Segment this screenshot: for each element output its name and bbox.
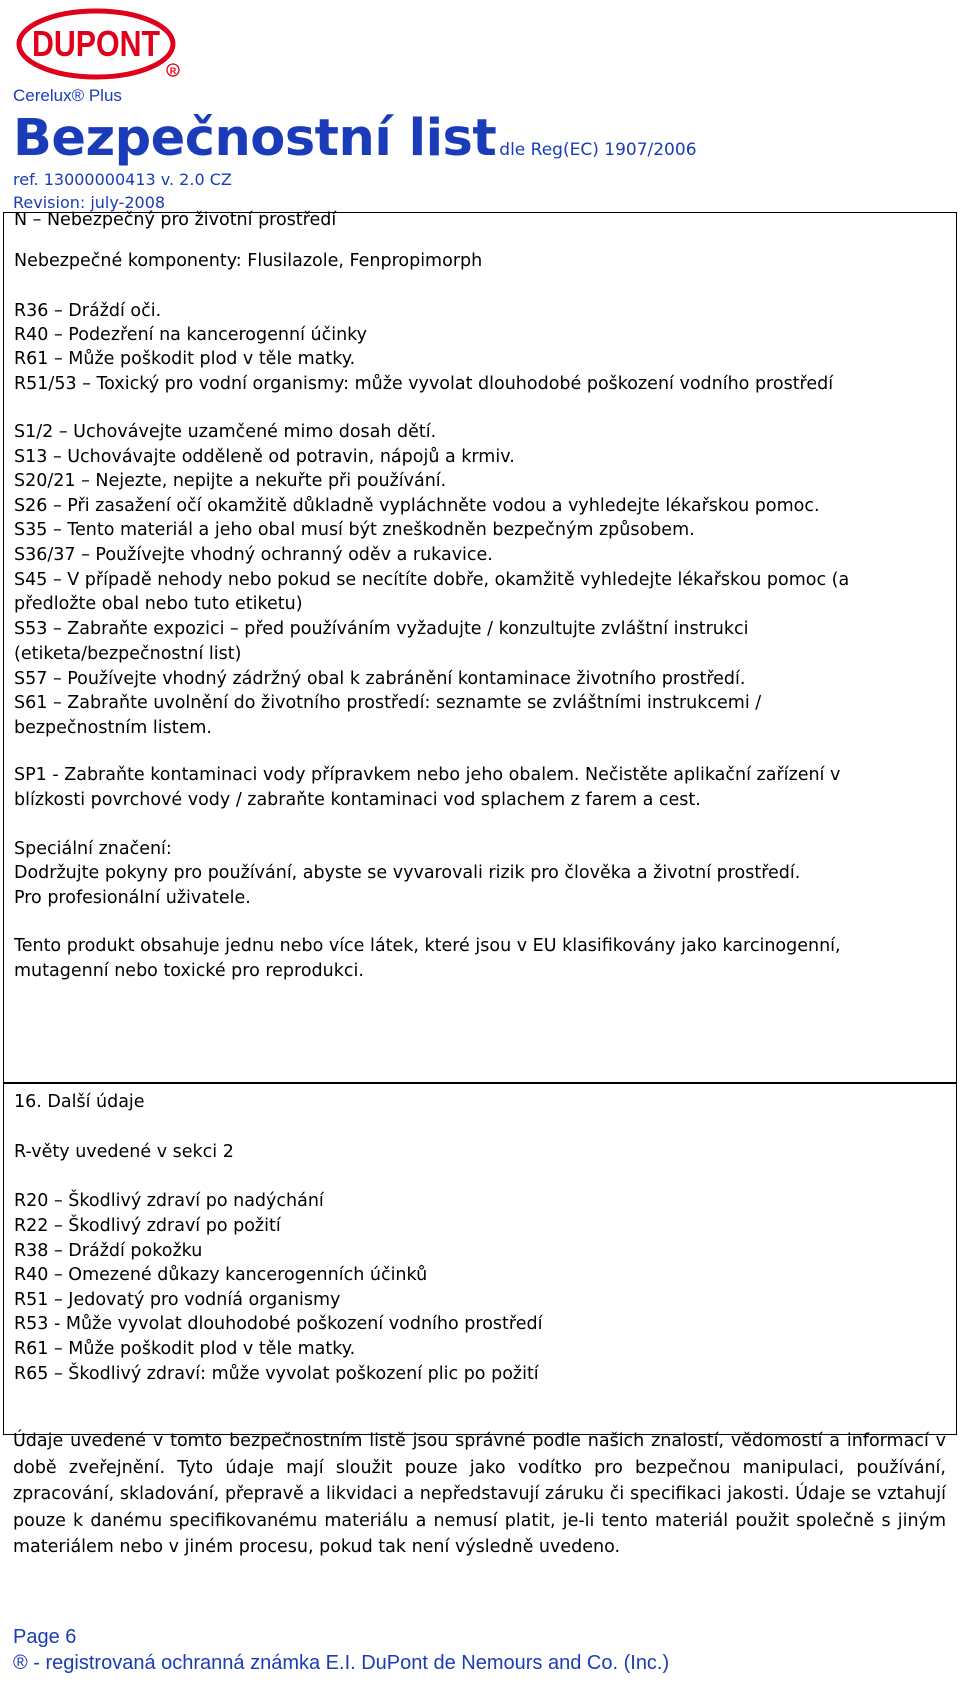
s-phrase: S45 – V případě nehody nebo pokud se necítíte dobře, okamžitě vyhledejte lékařskou pomoc (a [14,570,850,590]
dupont-logo-text: DUPONT [32,23,161,64]
section-15-box [3,212,957,1084]
r-phrase: R61 – Může poškodit plod v těle matky. [14,349,356,369]
disclaimer-paragraph: Údaje uvedené v tomto bezpečnostním listě jsou správné podle našich znalostí, vědomostí a informací v době zveřejnění. Tyto údaje mají sloužit pouze jako vodítko pro bezpečnou manipulaci, používání, zpracování, skladování, přepravě a likvidaci a nepředstavují záruku či specifikaci jakosti. Údaje se vztahují pouze k danému specifikovanému materiálu a nemusí platit, je-li tento materiál použit společně s jiným materiálem nebo v jiném procesu, pokud tak není výsledně uvedeno. [13,1431,946,1557]
document-title-regulation: dle Reg(EC) 1907/2006 [499,140,697,160]
trademark-notice: ® - registrovaná ochranná známka E.I. DuPont de Nemours and Co. (Inc.) [13,1652,670,1674]
r-phrase: R20 – Škodlivý zdraví po nadýchání [14,1191,324,1211]
hazardous-components: Nebezpečné komponenty: Flusilazole, Fenpropimorph [14,251,483,271]
document-reference: ref. 13000000413 v. 2.0 CZ [13,170,232,189]
section-16-box [3,1082,957,1435]
special-labelling-text: Pro profesionální uživatele. [14,888,251,908]
page-number: Page 6 [13,1626,77,1648]
r-phrase: R40 – Omezené důkazy kancerogenních účinků [14,1265,428,1285]
s-phrase-continued: (etiketa/bezpečnostní list) [14,644,242,664]
sp-phrase: SP1 - Zabraňte kontaminaci vody přípravkem nebo jeho obalem. Nečistěte aplikační zařízení v [14,765,841,785]
special-labelling-text: Dodržujte pokyny pro používání, abyste se vyvarovali rizik pro člověka a životní prostředí. [14,863,801,883]
s-phrase: S61 – Zabraňte uvolnění do životního prostředí: seznamte se zvláštními instrukcemi / [14,693,762,713]
dupont-logo [16,6,192,82]
r-phrase: R38 – Dráždí pokožku [14,1241,203,1261]
r-phrase: R65 – Škodlivý zdraví: může vyvolat poškození plic po požití [14,1364,539,1384]
s-phrase-continued: předložte obal nebo tuto etiketu) [14,594,303,614]
hazard-symbol-line: N – Nebezpečný pro životní prostředí [14,210,337,230]
s-phrase: S35 – Tento materiál a jeho obal musí být zneškodněn bezpečným způsobem. [14,520,695,540]
special-labelling-heading: Speciální značení: [14,839,172,859]
s-phrase: S26 – Při zasažení očí okamžitě důkladně vypláchněte vodou a vyhledejte lékařskou pomoc. [14,496,820,516]
s-phrase: S36/37 – Používejte vhodný ochranný oděv a rukavice. [14,545,493,565]
r-phrase: R61 – Může poškodit plod v těle matky. [14,1339,356,1359]
r-phrase: R40 – Podezření na kancerogenní účinky [14,325,368,345]
registered-mark: R [169,66,177,76]
sp-phrase-continued: blízkosti povrchové vody / zabraňte kontaminaci vod splachem z farem a cest. [14,790,701,810]
r-phrase: R53 - Může vyvolat dlouhodobé poškození vodního prostředí [14,1314,543,1334]
r-phrase: R22 – Škodlivý zdraví po požití [14,1216,281,1236]
r-phrase: R51/53 – Toxický pro vodní organismy: může vyvolat dlouhodobé poškození vodního prostředí [14,374,834,394]
r-phrase: R51 – Jedovatý pro vodníá organismy [14,1290,341,1310]
r-phrase: R36 – Dráždí oči. [14,301,162,321]
product-name: Cerelux® Plus [13,86,122,105]
r-phrases-subheading: R-věty uvedené v sekci 2 [14,1142,234,1162]
document-title-main: Bezpečnostní list [13,109,497,168]
s-phrase: S53 – Zabraňte expozici – před používáním vyžadujte / konzultujte zvláštní instrukci [14,619,749,639]
section-16-heading: 16. Další údaje [14,1092,145,1112]
cmr-statement: Tento produkt obsahuje jednu nebo více látek, které jsou v EU klasifikovány jako karcinogenní, [14,936,841,956]
s-phrase: S13 – Uchovávajte odděleně od potravin, nápojů a krmiv. [14,447,515,467]
revision-date: Revision: july-2008 [13,193,166,212]
s-phrase: S1/2 – Uchovávejte uzamčené mimo dosah dětí. [14,422,437,442]
s-phrase-continued: bezpečnostním listem. [14,718,212,738]
s-phrase: S20/21 – Nejezte, nepijte a nekuřte při používání. [14,471,447,491]
s-phrase: S57 – Používejte vhodný zádržný obal k zabránění kontaminace životního prostředí. [14,669,746,689]
cmr-statement-continued: mutagenní nebo toxické pro reprodukci. [14,961,364,981]
document-title [13,109,697,168]
